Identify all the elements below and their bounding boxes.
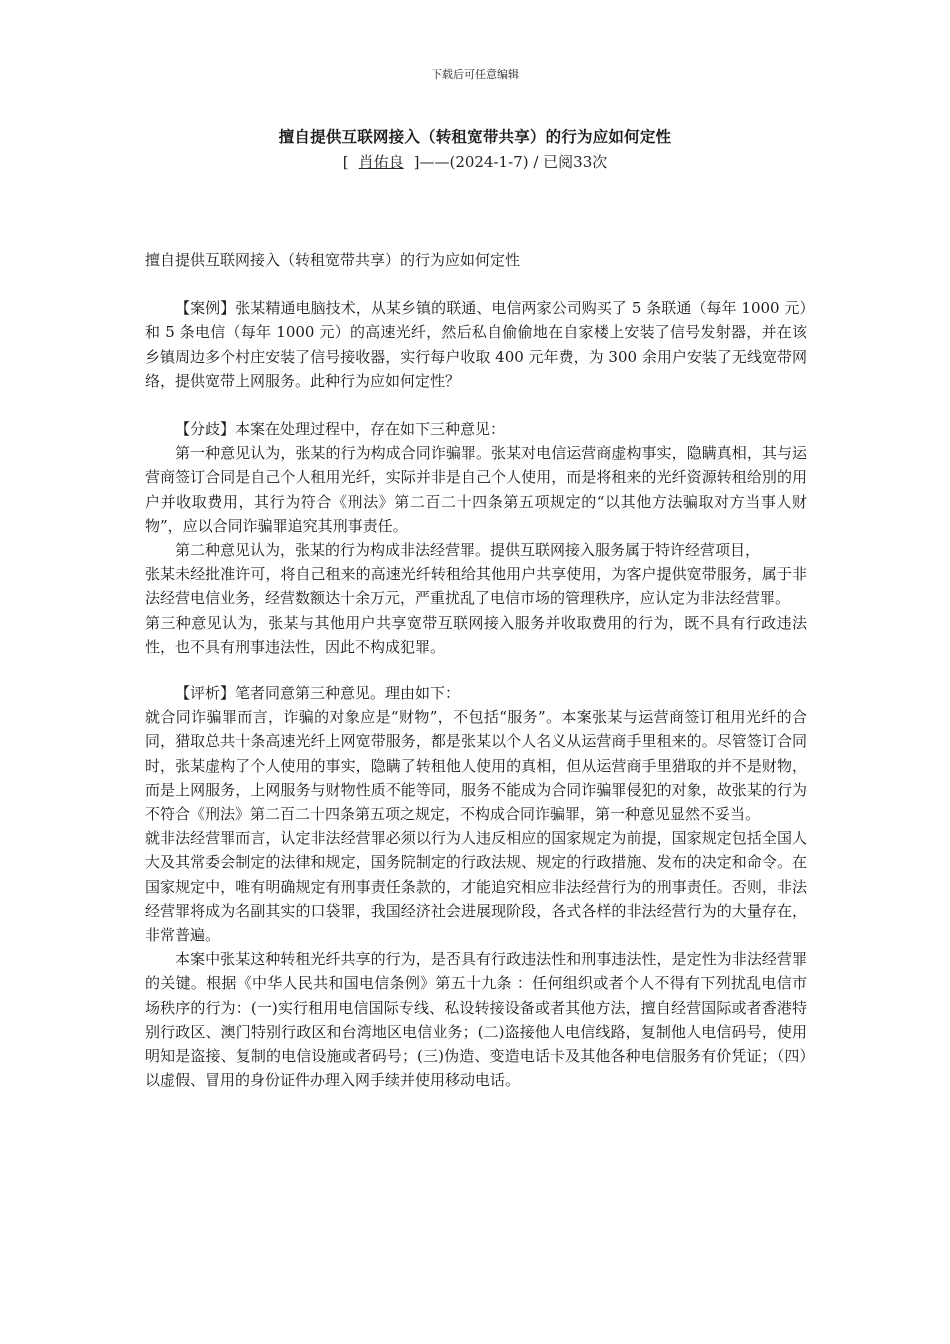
paragraph-opinion-two: 第二种意见认为，张某的行为构成非法经营罪。提供互联网接入服务属于特许经营项目，: [175, 541, 761, 560]
paragraph-contract-fraud: 就合同诈骗罪而言，诈骗的对象应是“财物”，不包括“服务”。本案张某与运营商签订租用光纤的合同，猎取总共十条高速光纤上网宽带服务，都是张某以个人名义从运营商手里租来的。尽管签订合同时，张某虚构了个人使用的事实，隐瞒了转租他人使用的真相，但从运营商手里猎取的并不是财物，而是上网服务，上网服务与财物性质不能等同，服务不能成为合同诈骗罪侵犯的对象，故张某的行为不符合《刑法》第二百二十四条第五项之规定，不构成合同诈骗罪，第一种意见显然不妥当。: [145, 708, 807, 824]
byline: [0, 151, 950, 172]
author-link[interactable]: 肖佑良: [358, 153, 404, 171]
paragraph-illegal-business: 就非法经营罪而言，认定非法经营罪必须以行为人违反相应的国家规定为前提，国家规定包括全国人大及其常委会制定的法律和规定，国务院制定的行政法规、规定的行政措施、发布的决定和命令。在国家规定中，唯有明确规定有刑事责任条款的，才能追究相应非法经营行为的刑事责任。否则，非法经营罪将成为名副其实的口袋罪，我国经济社会进展现阶段，各式各样的非法经营行为的大量存在，非常普遍。: [145, 829, 807, 945]
paragraph-disagreement: 【分歧】本案在处理过程中，存在如下三种意见：: [175, 420, 506, 439]
article-body: [145, 248, 807, 1093]
header-note: 下载后可任意编辑: [431, 68, 519, 81]
document-title: 擅自提供互联网接入（转租宽带共享）的行为应如何定性: [278, 127, 672, 146]
byline-open-bracket: [: [342, 153, 349, 171]
paragraph-telecom-regulation: 本案中张某这种转租光纤共享的行为，是否具有行政违法性和刑事违法性，是定性为非法经营罪的关键。根据《中华人民共和国电信条例》第五十九条 ：任何组织或者个人不得有下列扰乱电信市场秩序的行为：(一)实行租用电信国际专线、私设转接设备或者其他方法，擅自经营国际或者香港特别行政区、澳门特别行政区和台湾地区电信业务；(二)盗接他人电信线路，复制他人电信码号，使用明知是盗接、复制的电信设施或者码号；(三)伪造、变造电话卡及其他各种电信服务有价凭证；（四）以虚假、冒用的身份证件办理入网手续并使用移动电话。: [145, 950, 807, 1090]
paragraph-case: 【案例】张某精通电脑技术，从某乡镇的联通、电信两家公司购买了 5 条联通（每年 1000 元）和 5 条电信（每年 1000 元）的高速光纤，然后私自偷偷地在自家楼上安装了信号发射器，并在该乡镇周边多个村庄安装了信号接收器，实行每户收取 400 元年费，为 300 余用户安装了无线宽带网络，提供宽带上网服务。此种行为应如何定性？: [145, 299, 807, 390]
paragraph-opinion-one: 第一种意见认为，张某的行为构成合同诈骗罪。张某对电信运营商虚构事实，隐瞒真相，其与运营商签订合同是自己个人租用光纤，实际并非是自己个人使用，而是将租来的光纤资源转租给別的用户并收取费用，其行为符合《刑法》第二百二十四条第五项规定的“以其他方法骗取对方当事人财物”，应以合同诈骗罪追究其刑事责任。: [145, 444, 807, 535]
paragraph-analysis: 【评析】笔者同意第三种意见。理由如下：: [175, 684, 461, 703]
paragraph-opinion-two-cont: 张某未经批准许可，将自己租来的高速光纤转租给其他用户共享使用，为客户提供宽带服务，属于非法经营电信业务，经营数额达十余万元，严重扰乱了电信市场的管理秩序，应认定为非法经营罪。: [145, 565, 807, 608]
paragraph-opinion-three: 第三种意见认为，张某与其他用户共享宽带互联网接入服务并收取费用的行为，既不具有行政违法性，也不具有刑事违法性，因此不构成犯罪。: [145, 613, 807, 656]
body-heading: 擅自提供互联网接入（转租宽带共享）的行为应如何定性: [145, 251, 521, 269]
byline-date-views: ]——(2024-1-7) / 已阅33次: [413, 153, 608, 171]
